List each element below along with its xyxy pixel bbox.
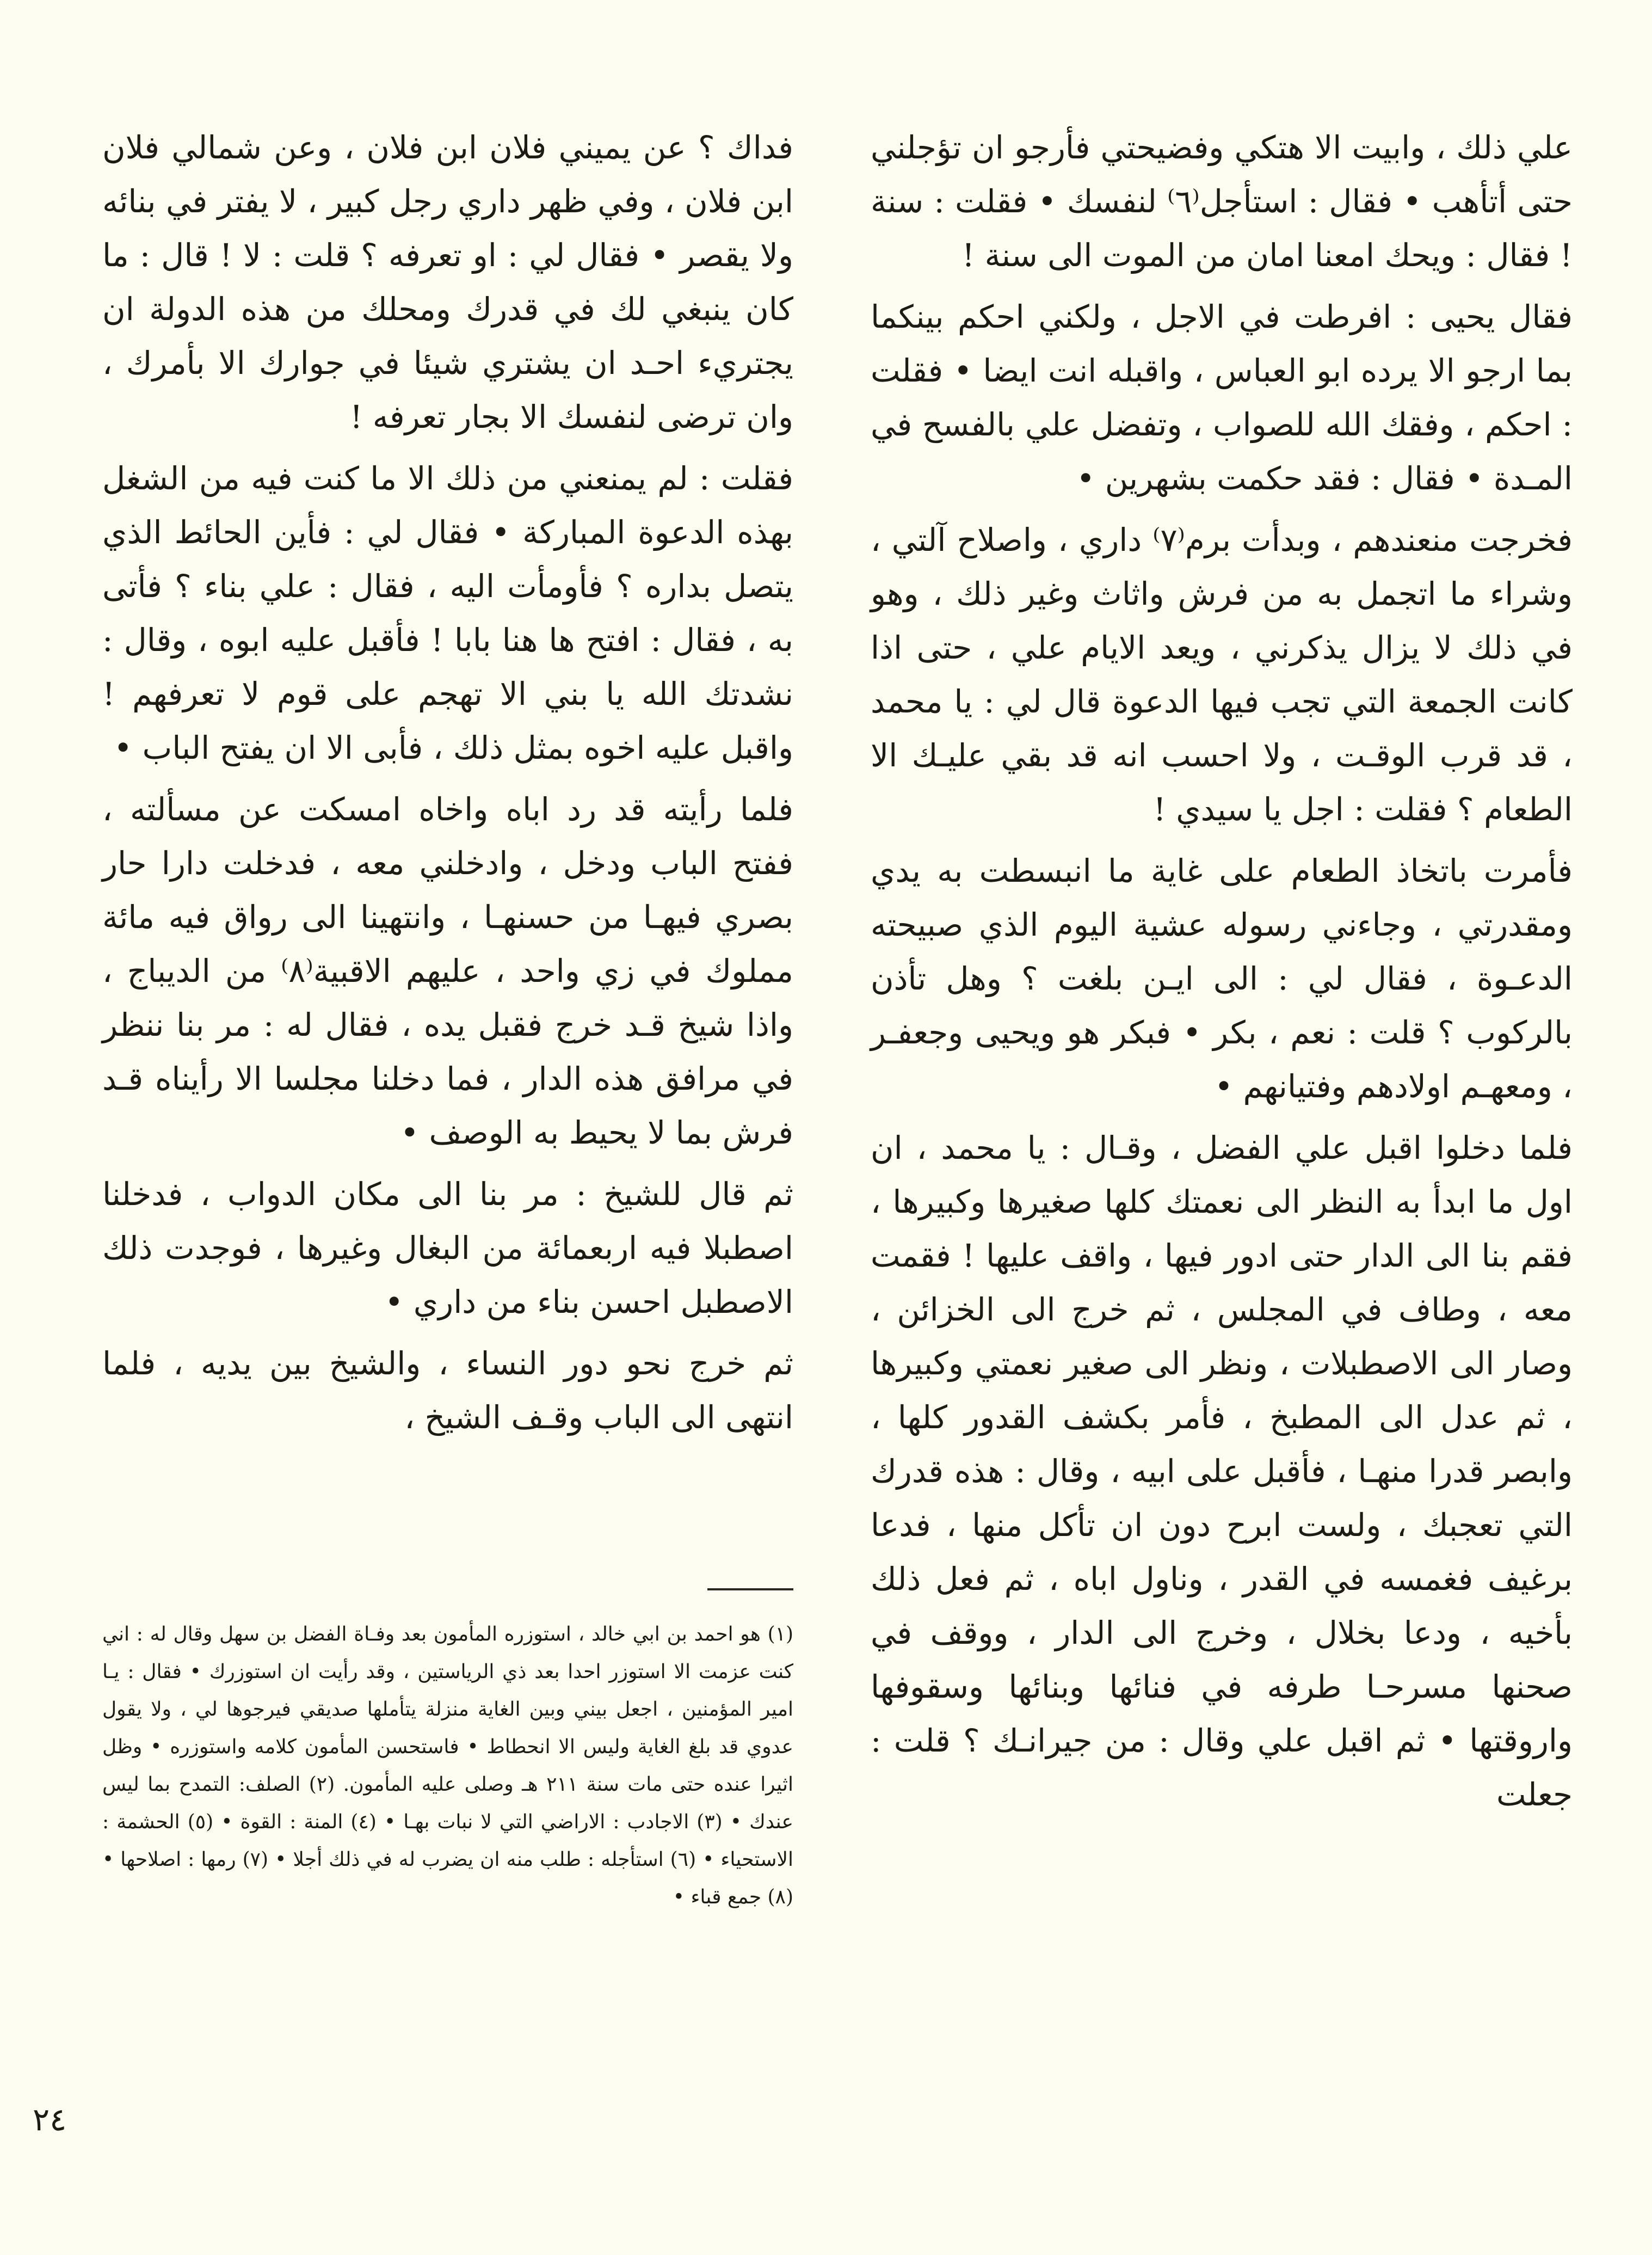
footnote-divider — [707, 1588, 793, 1590]
paragraph: فداك ؟ عن يميني فلان ابن فلان ، وعن شمالي فلان ابن فلان ، وفي ظهر داري رجل كبير ، لا يفتر في بنائه ولا يقصر • فقال لي : او تعرفه ؟ قلت : لا ! قال : ما كان ينبغي لك في قدرك ومحلك من هذه الدولة ان يجتريء احـد ان يشتري شيئا في جوارك الا بأمرك ، وان ترضى لنفسك الا بجار تعرفه ! — [102, 129, 793, 435]
paragraph: فلما دخلوا اقبل علي الفضل ، وقـال : يا محمد ، ان اول ما ابدأ به النظر الى نعمتك كلها صغيرها وكبيرها ، فقم بنا الى الدار حتى ادور فيها ، واقف عليها ! فقمت معه ، وطاف في المجلس ، ثم خرج الى الخزائن ، وصار الى الاصطبلات ، ونظر الى صغير نعمتي وكبيرها ، ثم عدل الى المطبخ ، فأمر بكشف القدور كلها ، وابصر قدرا منهـا ، فأقبل على ابيه ، وقال : هذه قدرك التي تعجبك ، ولست ابرح دون ان تأكل منها ، فدعا برغيف فغمسه في القدر ، وناول اباه ، ثم فعل ذلك بأخيه ، ودعا بخلال ، وخرج الى الدار ، ووقف في صحنها مسرحـا طرفه في فنائها وبنائها وسقوفها واروقتها • ثم اقبل علي وقال : من جيرانـك ؟ قلت : جعلت — [871, 1129, 1573, 1813]
paragraph: فقال يحيى : افرطت في الاجل ، ولكني احكم بينكما بما ارجو الا يرده ابو العباس ، واقبله انت ايضا • فقلت : احكم ، وفقك الله للصواب ، وتفضل علي بالفسح في المـدة • فقال : فقد حكمت بشهرين • — [871, 298, 1573, 497]
paragraph: علي ذلك ، وابيت الا هتكي وفضيحتي فأرجو ان تؤجلني حتى أتأهب • فقال : استأجل⁽٦⁾ لنفسك • فقلت : سنة ! فقال : ويحك امعنا امان من الموت الى سنة ! — [871, 129, 1573, 274]
paragraph: ثم قال للشيخ : مر بنا الى مكان الدواب ، فدخلنا اصطبلا فيه اربعمائة من البغال وغيرها ، فوجدت ذلك الاصطبل احسن بناء من داري • — [102, 1176, 793, 1320]
paragraph: فأمرت باتخاذ الطعام على غاية ما انبسطت به يدي ومقدرتي ، وجاءني رسوله عشية اليوم الذي صبيحته الدعـوة ، فقال لي : الى ايـن بلغت ؟ وهل تأذن بالركوب ؟ قلت : نعم ، بكر • فبكر هو ويحيى وجعفـر ، ومعهـم اولادهم وفتيانهم • — [871, 852, 1573, 1105]
paragraph: فخرجت منعندهم ، وبدأت برم⁽٧⁾ داري ، واصلاح آلتي ، وشراء ما اتجمل به من فرش واثاث وغير ذلك ، وهو في ذلك لا يزال يذكرني ، ويعد الايام علي ، حتى اذا كانت الجمعة التي تجب فيها الدعوة قال لي : يا محمد ، قد قرب الوقـت ، ولا احسب انه قد بقي عليـك الا الطعام ؟ فقلت : اجل يا سيدي ! — [871, 521, 1573, 828]
left-text-column — [102, 121, 793, 1452]
paragraph: ثم خرج نحو دور النساء ، والشيخ بين يديه ، فلما انتهى الى الباب وقـف الشيخ ، — [102, 1345, 793, 1436]
paragraph: فقلت : لم يمنعني من ذلك الا ما كنت فيه من الشغل بهذه الدعوة المباركة • فقال لي : فأين الحائط الذي يتصل بداره ؟ فأومأت اليه ، فقال : علي بناء ؟ فأتى به ، فقال : افتح ها هنا بابا ! فأقبل عليه ابوه ، وقال : نشدتك الله يا بني الا تهجم على قوم لا تعرفهم ! واقبل عليه اخوه بمثل ذلك ، فأبى الا ان يفتح الباب • — [102, 460, 793, 766]
paragraph: فلما رأيته قد رد اباه واخاه امسكت عن مسألته ، ففتح الباب ودخل ، وادخلني معه ، فدخلت دارا حار بصري فيهـا من حسنهـا ، وانتهينا الى رواق فيه مائة مملوك في زي واحد ، عليهم الاقبية⁽٨⁾ من الديباج ، واذا شيخ قـد خرج فقبل يده ، فقال له : مر بنا ننظر في مرافق هذه الدار ، فما دخلنا مجلسا الا رأيناه قـد فرش بما لا يحيط به الوصف • — [102, 791, 794, 1151]
page-number: ٢٤ — [33, 2101, 67, 2138]
right-text-column — [871, 121, 1573, 1829]
footnotes: (١) هو احمد بن ابي خالد ، استوزره المأمون بعد وفـاة الفضل بن سهل وقال له : اني كنت عزمت الا استوزر احدا بعد ذي الرياستين ، وقد رأيت ان استوزرك • فقال : يـا امير المؤمنين ، اجعل بيني وبين الغاية منزلة يتأملها صديقي فيرجوها لي ، ولا يقول عدوي قد بلغ الغاية وليس الا انحطاط • فاستحسن المأمون كلامه واستوزره • وظل اثيرا عنده حتى مات سنة ٢١١ هـ وصلى عليه المأمون. (٢) الصلف: التمدح بما ليس عندك • (٣) الاجادب : الاراضي التي لا نبات بهـا • (٤) المنة : القوة • (٥) الحشمة : الاستحياء • (٦) استأجله : طلب منه ان يضرب له في ذلك أجلا • (٧) رمها : اصلاحها • (٨) جمع قباء • — [102, 1623, 794, 1908]
